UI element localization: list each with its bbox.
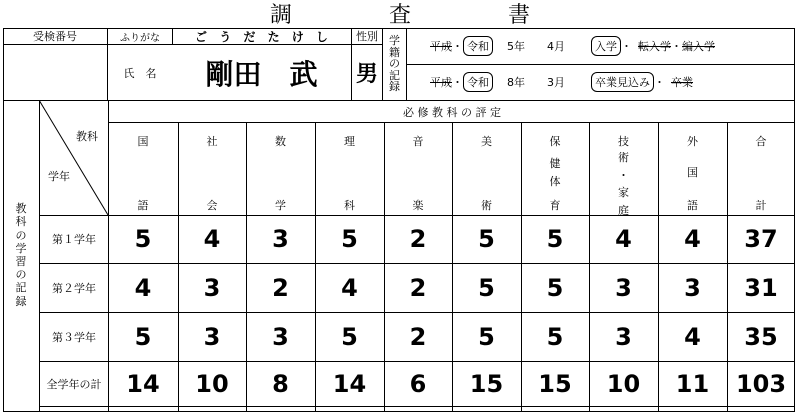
subject-middle: [687, 164, 698, 182]
grade-cell: 5: [341, 225, 358, 253]
subject-header: [315, 131, 384, 215]
era-struck: 平成: [430, 40, 452, 53]
grade-cell: 2: [409, 322, 427, 351]
subject-corner-label: 教科: [76, 130, 98, 143]
subject-char: 家: [618, 186, 629, 200]
grade-cell: 5: [546, 225, 564, 253]
subject-char: 音: [412, 135, 424, 148]
grade-cell: 3: [203, 273, 221, 302]
separator: ・: [654, 76, 665, 89]
label-char: 記: [389, 68, 400, 82]
label-char: 科: [15, 215, 27, 229]
sex-label: 性別: [356, 30, 378, 43]
grade-cell: 11: [675, 369, 710, 398]
grade-cell: 4: [615, 225, 632, 253]
grade-total-cell: 35: [744, 322, 778, 351]
era-circled: 令和: [463, 72, 493, 92]
label-char: 録: [15, 294, 27, 308]
subject-char: 楽: [412, 199, 424, 212]
subject-header: [246, 131, 315, 215]
reenroll-struck: 編入学: [682, 40, 715, 53]
month: 3月: [547, 76, 565, 89]
admission-circled: 入学: [591, 36, 621, 56]
graduation-row: [410, 66, 790, 98]
subject-header: [452, 131, 521, 215]
subject-char: 学: [275, 199, 286, 212]
enrollment-record-label: [383, 28, 406, 100]
sex-value: 男: [355, 62, 378, 87]
label-char: 録: [389, 80, 400, 94]
grade-cell: 5: [134, 322, 152, 351]
grade-cell: 4: [134, 273, 152, 302]
grade-cell: 14: [332, 369, 367, 398]
divider: [406, 64, 795, 65]
grade-row-label: 全学年の計: [46, 377, 102, 391]
subject-char: 育: [549, 199, 561, 212]
grade-row-label: 第２学年: [52, 281, 96, 295]
furigana-label: ふりがな: [120, 32, 160, 44]
grade-cell: 5: [546, 322, 564, 351]
name-label: 氏 名: [123, 66, 157, 80]
grade-cell: 14: [126, 369, 160, 398]
year-corner-label: 学年: [48, 170, 70, 183]
subject-char: 会: [206, 199, 218, 212]
label-char: 教: [15, 202, 27, 216]
subject-char: 体: [549, 175, 561, 188]
grade-cell: 3: [272, 322, 289, 351]
transfer-struck: 転入学: [638, 40, 671, 53]
grade-cell: 3: [615, 322, 632, 351]
subject-middle: [550, 155, 561, 190]
required-subjects-heading: 必 修 教 科 の 評 定: [403, 105, 501, 119]
subject-header: [727, 131, 795, 215]
grade-cell: 5: [546, 273, 564, 302]
exam-number-label: 受検番号: [33, 30, 77, 43]
grade-cell: 8: [272, 369, 289, 398]
year: 8年: [507, 76, 525, 89]
enrollment-row: [410, 30, 790, 62]
subject-char: 外: [687, 135, 698, 148]
subject-char: 術: [618, 151, 629, 164]
label-char: の: [15, 228, 27, 242]
grade-cell: 15: [469, 369, 504, 398]
grade-cell: 4: [203, 225, 221, 253]
label-char: の: [389, 57, 400, 71]
subject-char: 科: [344, 199, 355, 212]
subject-char: 語: [137, 199, 149, 212]
subject-char: 語: [687, 199, 698, 212]
label-char: 習: [15, 255, 27, 268]
grade-cell: 15: [538, 369, 572, 398]
grade-cell: 4: [684, 225, 701, 253]
grade-cell: 5: [478, 225, 495, 253]
label-char: 学: [15, 241, 27, 255]
separator: ・: [671, 40, 682, 53]
divider: [3, 44, 107, 45]
grade-cell: 4: [684, 322, 701, 351]
grade-cell: 10: [195, 369, 229, 398]
subject-char: 数: [275, 135, 286, 148]
separator: ・: [621, 40, 632, 53]
separator: ・: [452, 76, 463, 89]
separator: ・: [452, 40, 463, 53]
subject-char: ・: [618, 168, 629, 182]
title-char: 査: [388, 2, 411, 28]
furigana-value: ご う だ た け し: [195, 29, 328, 44]
subject-header: [658, 131, 727, 215]
label-char: 籍: [389, 45, 400, 59]
subject-char: 庭: [618, 203, 629, 217]
grade-cell: 5: [134, 225, 152, 253]
era-struck: 平成: [430, 76, 452, 89]
subject-header: [108, 131, 178, 215]
subject-char: 理: [344, 135, 355, 148]
grade-cell: 3: [615, 273, 632, 302]
graduation-circled: 卒業見込み: [591, 72, 654, 92]
grade-cell: 5: [478, 273, 495, 302]
student-name: 剛田 武: [205, 57, 318, 91]
grade-cell: 5: [341, 322, 358, 351]
subject-header: [178, 131, 246, 215]
grade-cell: 2: [409, 273, 427, 302]
subject-char: 社: [206, 135, 218, 148]
grade-total-cell: 31: [744, 273, 778, 302]
grade-cell: 6: [409, 369, 427, 398]
grade-cell: 5: [478, 322, 495, 351]
section-label: [4, 102, 38, 408]
grade-total-cell: 103: [735, 369, 787, 398]
document-title: [270, 0, 530, 26]
subject-char: 国: [687, 166, 698, 180]
graduation-struck: 卒業: [671, 76, 693, 89]
grade-cell: 4: [341, 273, 358, 302]
subject-char: 国: [137, 135, 149, 148]
subject-char: 術: [481, 199, 492, 212]
label-char: 学: [389, 34, 400, 48]
subject-char: 合: [755, 135, 767, 148]
era-circled: 令和: [463, 36, 493, 56]
subject-char: 美: [481, 135, 492, 148]
subject-char: 保: [549, 135, 561, 148]
grade-cell: 10: [606, 369, 641, 398]
grade-row-label: 第３学年: [52, 330, 96, 344]
title-char: 調: [270, 2, 293, 28]
corner-diagonal: [39, 100, 108, 215]
grade-cell: 3: [684, 273, 701, 302]
grade-total-cell: 37: [744, 225, 778, 253]
subject-header: [589, 131, 658, 215]
subject-header: [384, 131, 452, 215]
divider: [406, 28, 407, 100]
grade-row-label: 第１学年: [52, 233, 96, 246]
divider: [39, 406, 795, 407]
grade-cell: 3: [272, 225, 289, 253]
grade-cell: 2: [272, 273, 289, 302]
year: 5年: [507, 40, 525, 53]
subject-char: 健: [549, 157, 561, 171]
subject-header: [521, 131, 589, 215]
label-char: 記: [15, 281, 27, 295]
subject-char: 技: [618, 135, 629, 148]
month: 4月: [547, 40, 565, 53]
subject-middle: [618, 149, 629, 202]
label-char: の: [15, 268, 27, 282]
subject-char: 計: [755, 199, 767, 212]
title-char: 書: [507, 2, 530, 28]
grade-cell: 2: [409, 225, 427, 253]
grade-cell: 3: [203, 322, 221, 351]
